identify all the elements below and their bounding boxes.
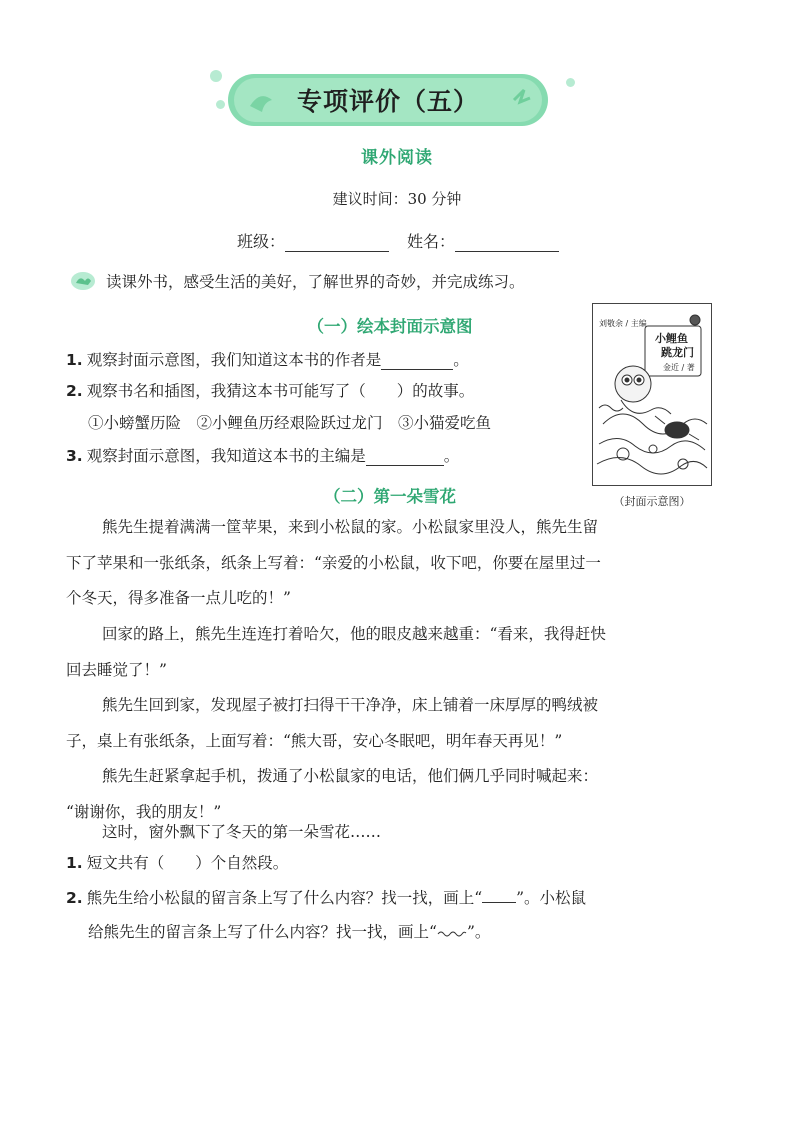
question-2-2 xyxy=(66,888,586,908)
question-text: 给熊先生的留言条上写了什么内容？找一找，画上“ xyxy=(88,923,437,941)
question-text: ”。小松鼠 xyxy=(516,889,587,907)
question-text: ”。 xyxy=(466,923,491,941)
cover-author: 金近 / 著 xyxy=(663,363,695,372)
book-reading-icon xyxy=(70,271,96,291)
class-field[interactable] xyxy=(285,237,389,252)
decor-dot xyxy=(566,78,575,87)
answer-blank[interactable] xyxy=(381,353,453,370)
decor-dot xyxy=(216,100,225,109)
cover-title-line1: 小鲤鱼 xyxy=(655,332,688,345)
decor-dot xyxy=(210,70,222,82)
suggested-time: 建议时间：30 分钟 xyxy=(332,190,462,208)
question-number: 3. xyxy=(66,447,83,465)
question-end: 。 xyxy=(453,351,469,369)
question-text: 观察书名和插图，我猜这本书可能写了（ ）的故事。 xyxy=(86,382,475,400)
story-paragraph-1 xyxy=(66,510,722,617)
paragraph-line: 这时，窗外飘下了冬天的第一朵雪花…… xyxy=(102,823,382,841)
question-text: 熊先生给小松鼠的留言条上写了什么内容？找一找，画上“ xyxy=(86,889,483,907)
straight-underline-mark xyxy=(482,888,516,903)
student-info-line xyxy=(237,229,559,252)
name-label: 姓名： xyxy=(407,232,456,251)
question-number: 1. xyxy=(66,854,83,872)
question-1-3 xyxy=(66,446,459,466)
story-paragraph-2 xyxy=(66,617,722,688)
question-end: 。 xyxy=(443,447,460,465)
paragraph-line: “谢谢你，我的朋友！” xyxy=(66,802,222,821)
wavy-underline-mark xyxy=(437,927,467,937)
title-banner xyxy=(228,70,548,130)
cover-title-line2: 跳龙门 xyxy=(661,346,694,359)
name-field[interactable] xyxy=(455,237,559,252)
question-1-2 xyxy=(66,381,474,401)
paragraph-line: 回家的路上，熊先生连连打着哈欠，他的眼皮越来越重：“看来，我得赶快 xyxy=(102,625,606,643)
paragraph-line: 熊先生回到家，发现屋子被打扫得干干净净，床上铺着一床厚厚的鸭绒被 xyxy=(102,696,599,714)
paragraph-line: 个冬天，得多准备一点儿吃的！” xyxy=(66,589,291,607)
question-1-2-options: ①小螃蟹历险 ②小鲤鱼历经艰险跃过龙门 ③小猫爱吃鱼 xyxy=(88,414,492,432)
story-paragraph-3 xyxy=(66,688,722,759)
story-paragraph-5 xyxy=(66,815,722,851)
instruction-text: 读课外书，感受生活的美好，了解世界的奇妙，并完成练习。 xyxy=(106,273,525,291)
paragraph-line: 熊先生赶紧拿起手机，拨通了小松鼠家的电话，他们俩几乎同时喊起来： xyxy=(102,767,599,785)
page-subtitle: 课外阅读 xyxy=(361,148,433,168)
cover-caption: （封面示意图） xyxy=(613,495,691,508)
section-heading-first-snowflake: （二）第一朵雪花 xyxy=(324,487,456,506)
question-2-1 xyxy=(66,853,288,873)
question-text: 观察封面示意图，我们知道这本书的作者是 xyxy=(86,351,382,369)
question-number: 2. xyxy=(66,889,83,907)
question-number: 2. xyxy=(66,382,83,400)
question-2-2-line2 xyxy=(88,922,490,942)
page-title: 专项评价（五） xyxy=(296,87,479,116)
answer-blank[interactable] xyxy=(366,449,444,466)
cover-editor: 刘敬余 / 主编 xyxy=(599,319,647,328)
question-1-1 xyxy=(66,350,469,370)
paragraph-line: 熊先生提着满满一筐苹果，来到小松鼠的家。小松鼠家里没人，熊先生留 xyxy=(102,518,599,536)
instruction-row xyxy=(70,270,525,292)
question-number: 1. xyxy=(66,351,83,369)
section-heading-picture-book: （一）绘本封面示意图 xyxy=(307,317,473,336)
cover-drawing xyxy=(593,304,710,484)
paragraph-line: 子，桌上有张纸条，上面写着：“熊大哥，安心冬眠吧，明年春天再见！” xyxy=(66,731,563,750)
paragraph-line: 下了苹果和一张纸条，纸条上写着：“亲爱的小松鼠，收下吧，你要在屋里过一 xyxy=(66,553,601,572)
question-text: 观察封面示意图，我知道这本书的主编是 xyxy=(86,447,366,465)
paragraph-line: 回去睡觉了！” xyxy=(66,660,167,679)
book-cover-illustration xyxy=(592,303,712,486)
question-text: 短文共有（ ）个自然段。 xyxy=(86,854,289,872)
class-label: 班级： xyxy=(237,232,286,251)
